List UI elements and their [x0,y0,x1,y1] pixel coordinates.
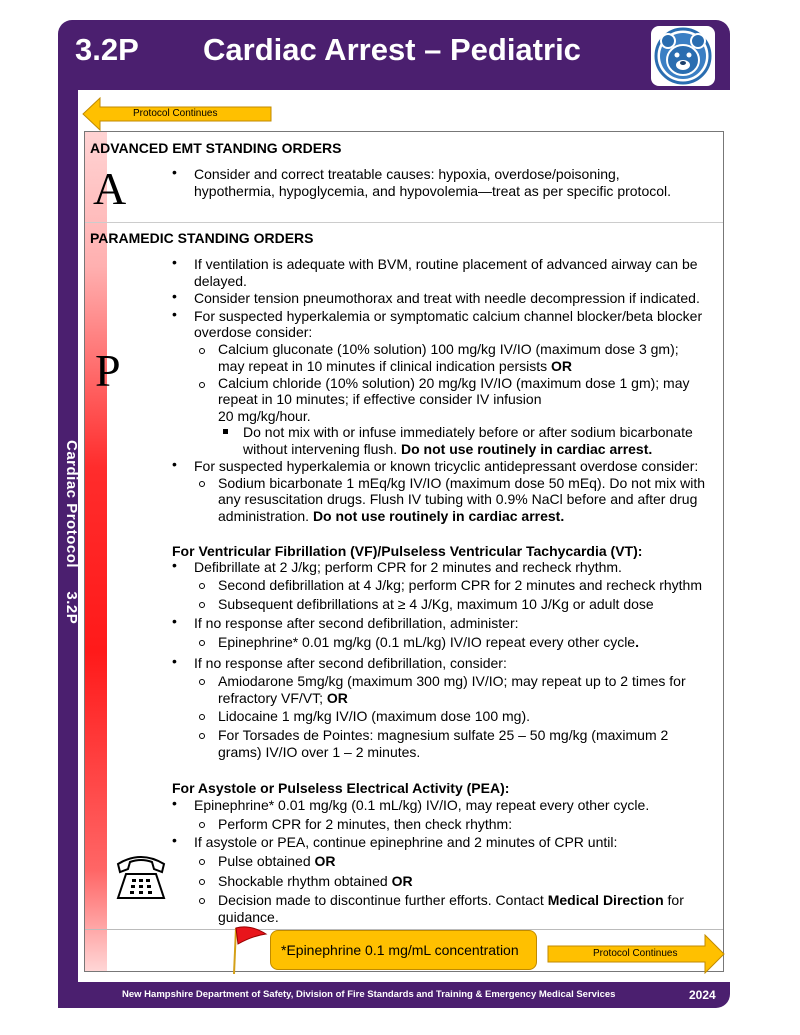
footer-year: 2024 [689,988,716,1002]
pea-heading: For Asystole or Pulseless Electrical Activity (PEA): [172,780,510,796]
text-line: may repeat in 10 minutes if clinical indication persists OR [218,358,573,374]
paramedic-title: PARAMEDIC STANDING ORDERS [90,230,314,246]
text-line: Defibrillate at 2 J/kg; perform CPR for 2 minutes and recheck rhythm. [194,559,622,575]
text-line: Sodium bicarbonate 1 mEq/kg IV/IO (maximum dose 50 mEq). Do not mix with [218,475,706,491]
footer-text: New Hampshire Department of Safety, Division of Fire Standards and Training & Emergency Medical Services [122,989,616,1000]
text-line: Epinephrine* 0.01 mg/kg (0.1 mL/kg) IV/IO repeat every other cycle. [218,634,639,650]
text-line: refractory VF/VT; OR [218,690,348,706]
pediatric-logo [651,26,715,86]
text-line: hypothermia, hypoglycemia, and hypovolemia—treat as per specific protocol. [194,183,672,199]
text-line: Subsequent defibrillations at ≥ 4 J/Kg, maximum 10 J/Kg or adult dose [218,596,654,612]
bullet: • [172,164,177,180]
text-line: For suspected hyperkalemia or symptomatic calcium channel blocker/beta blocker [194,308,703,324]
text-line: repeat in 10 minutes; if effective consider IV infusion [218,391,542,407]
vf-heading: For Ventricular Fibrillation (VF)/Pulseless Ventricular Tachycardia (VT): [172,543,643,559]
text-line: Decision made to discontinue further efforts. Contact Medical Direction for [218,892,684,908]
text-line: Perform CPR for 2 minutes, then check rhythm: [218,816,513,832]
text-line: If no response after second defibrillation, administer: [194,615,519,631]
protocol-continues-back-arrow[interactable] [82,97,272,131]
text-line: If no response after second defibrillation, consider: [194,655,507,671]
text-line: 20 mg/kg/hour. [218,408,311,424]
text-line: If asystole or PEA, continue epinephrine and 2 minutes of CPR until: [194,834,618,850]
text-line: grams) IV/IO over 1 – 2 minutes. [218,744,421,760]
text-line: Lidocaine 1 mg/kg IV/IO (maximum dose 100 mg). [218,708,531,724]
text-line: delayed. [194,273,247,289]
text-line: any resuscitation drugs. Flush IV tubing with 0.9% NaCl before and after drug [218,491,698,507]
text-line: If ventilation is adequate with BVM, routine placement of advanced airway can be [194,256,698,272]
arrow-label: Protocol Continues [133,108,218,119]
sidebar-label: Cardiac Protocol 3.2P [63,440,80,625]
text-line: without intervening flush. Do not use routinely in cardiac arrest. [243,441,653,457]
advanced-emt-letter: A [93,163,127,214]
text-line: Consider and correct treatable causes: hypoxia, overdose/poisoning, [194,166,620,182]
protocol-continues-arrow[interactable] [547,934,725,974]
text-line: Shockable rhythm obtained OR [218,873,413,889]
section-divider [85,222,723,223]
arrow-label: Protocol Continues [593,948,678,959]
text-line: overdose consider: [194,324,313,340]
red-gradient-strip [85,132,107,971]
page-title: Cardiac Arrest – Pediatric [203,32,581,67]
text-line: Amiodarone 5mg/kg (maximum 300 mg) IV/IO; may repeat up to 2 times for [218,673,686,689]
text-line: Epinephrine* 0.01 mg/kg (0.1 mL/kg) IV/IO, may repeat every other cycle. [194,797,650,813]
text-line: Calcium chloride (10% solution) 20 mg/kg IV/IO (maximum dose 1 gm); may [218,375,690,391]
teddy-bear-icon [651,26,715,86]
text-line: administration. Do not use routinely in cardiac arrest. [218,508,565,524]
advanced-emt-title: ADVANCED EMT STANDING ORDERS [90,140,342,156]
text-line: guidance. [218,909,279,925]
telephone-icon [112,848,170,906]
paramedic-letter: P [95,345,121,396]
red-flag-icon [224,922,268,976]
text-line: Second defibrillation at 4 J/kg; perform CPR for 2 minutes and recheck rhythm [218,577,702,593]
text-line: Consider tension pneumothorax and treat with needle decompression if indicated. [194,290,700,306]
text-line: Pulse obtained OR [218,853,336,869]
text-line: Calcium gluconate (10% solution) 100 mg/kg IV/IO (maximum dose 3 gm); [218,341,679,357]
text-line: Do not mix with or infuse immediately before or after sodium bicarbonate [243,424,693,440]
epinephrine-note: *Epinephrine 0.1 mg/mL concentration [281,942,519,958]
text-line: For suspected hyperkalemia or known tricyclic antidepressant overdose consider: [194,458,699,474]
text-line: For Torsades de Pointes: magnesium sulfate 25 – 50 mg/kg (maximum 2 [218,727,669,743]
protocol-number: 3.2P [75,32,139,67]
